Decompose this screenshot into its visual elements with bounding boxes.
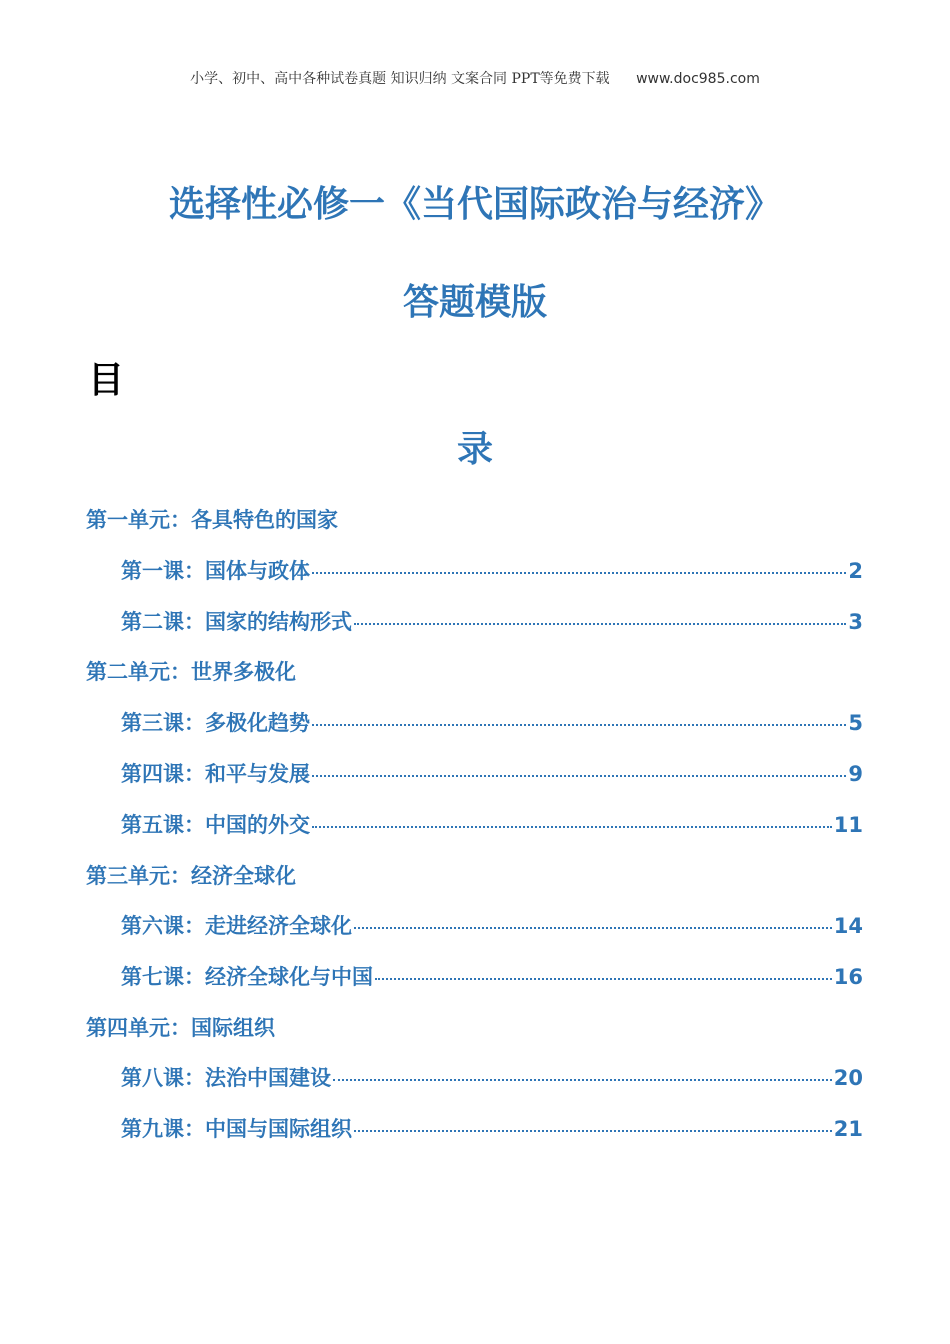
toc-entry-page: 9 <box>848 762 863 786</box>
toc-entry-page: 2 <box>848 559 863 583</box>
toc-entry-label: 第四单元：国际组织 <box>86 1016 275 1040</box>
toc-entry-page: 20 <box>833 1066 863 1090</box>
toc-entry-page: 14 <box>833 914 863 938</box>
toc-entry-label: 第二单元：世界多极化 <box>86 660 296 684</box>
toc-entry[interactable] <box>121 1113 863 1143</box>
header-text: 小学、初中、高中各种试卷真题 知识归纳 文案合同 PPT等免费下载 <box>190 71 610 87</box>
toc-leader-dots <box>354 927 832 929</box>
toc-entry-label: 第五课：中国的外交 <box>121 813 310 837</box>
toc-entry[interactable] <box>121 707 863 737</box>
document-subtitle: 答题模版 <box>402 282 547 323</box>
toc-unit[interactable] <box>86 504 866 534</box>
toc-entry[interactable] <box>121 758 863 788</box>
toc-entry-page: 3 <box>848 610 863 634</box>
toc-unit[interactable] <box>86 860 866 890</box>
toc-entry-page: 11 <box>833 813 863 837</box>
toc-leader-dots <box>354 1130 832 1132</box>
toc-entry[interactable] <box>121 910 863 940</box>
toc-entry-label: 第八课：法治中国建设 <box>121 1066 331 1090</box>
toc-entry-label: 第二课：国家的结构形式 <box>121 610 352 634</box>
toc-entry-page: 16 <box>833 965 863 989</box>
toc-entry-label: 第七课：经济全球化与中国 <box>121 965 373 989</box>
toc-entry-label: 第三单元：经济全球化 <box>86 864 296 888</box>
toc-leader-dots <box>312 775 846 777</box>
toc-entry[interactable] <box>121 606 863 636</box>
page-header <box>0 68 950 88</box>
toc-entry-page: 21 <box>833 1117 863 1141</box>
toc-leader-dots <box>333 1079 832 1081</box>
toc-entry[interactable] <box>121 809 863 839</box>
toc-unit[interactable] <box>86 656 866 686</box>
toc-leader-dots <box>354 623 846 625</box>
toc-entry-label: 第九课：中国与国际组织 <box>121 1117 352 1141</box>
toc-entry[interactable] <box>121 1062 863 1092</box>
document-title: 选择性必修一《当代国际政治与经济》 <box>168 184 781 225</box>
toc-heading-part2: 录 <box>456 429 493 470</box>
header-site-link[interactable]: www.doc985.com <box>636 71 760 87</box>
toc-entry-label: 第四课：和平与发展 <box>121 762 310 786</box>
toc-leader-dots <box>375 978 832 980</box>
toc-entry-label: 第一课：国体与政体 <box>121 559 310 583</box>
toc-entry[interactable] <box>121 961 863 991</box>
toc-entry-label: 第六课：走进经济全球化 <box>121 914 352 938</box>
toc-heading-part1: 目 <box>88 360 125 401</box>
toc-leader-dots <box>312 826 832 828</box>
toc-unit[interactable] <box>86 1012 866 1042</box>
toc-leader-dots <box>312 572 846 574</box>
toc-entry-page: 5 <box>848 711 863 735</box>
toc-leader-dots <box>312 724 846 726</box>
toc-entry[interactable] <box>121 555 863 585</box>
toc-entry-label: 第三课：多极化趋势 <box>121 711 310 735</box>
toc-entry-label: 第一单元：各具特色的国家 <box>86 508 338 532</box>
